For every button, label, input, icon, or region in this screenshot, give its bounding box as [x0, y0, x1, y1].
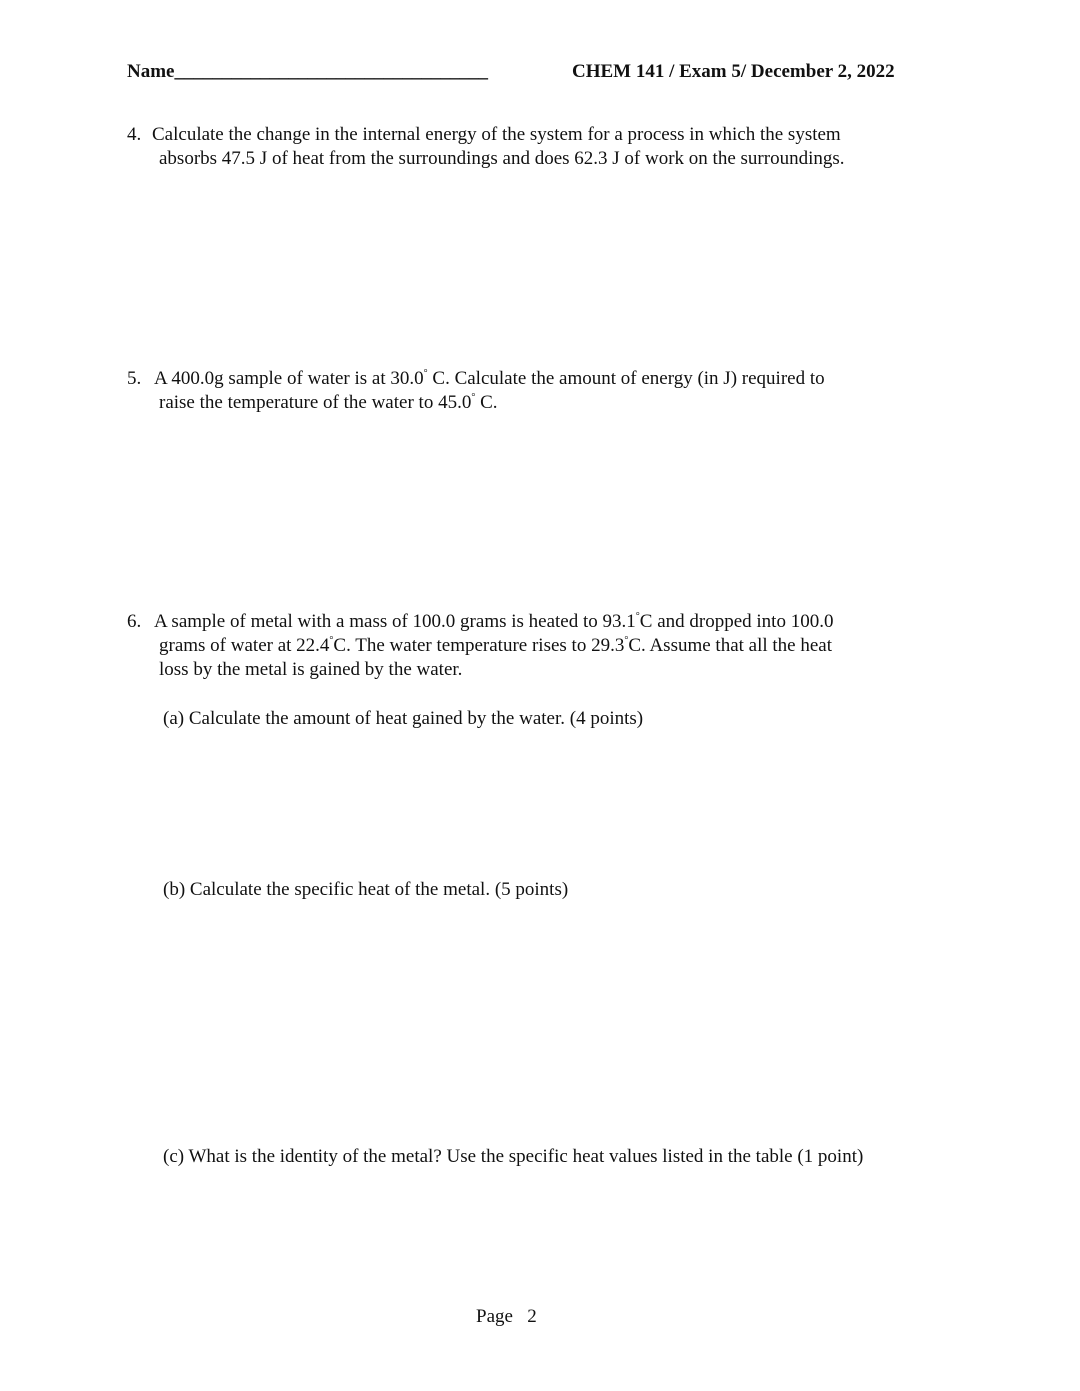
name-field — [127, 60, 488, 84]
name-label: Name — [127, 61, 175, 82]
page-footer — [476, 1305, 537, 1329]
question-4-number: 4. — [127, 124, 142, 145]
name-blank-line: _________________________________ — [174, 61, 488, 82]
question-6-part-c: (c) What is the identity of the metal? Use the specific heat values listed in the table (1 point) — [163, 1146, 864, 1167]
page-number: 2 — [527, 1306, 537, 1327]
question-6-number: 6. — [127, 611, 142, 632]
question-6-line-2: grams of water at 22.4°C. The water temperature rises to 29.3°C. Assume that all the heat — [159, 635, 833, 656]
question-4-line-1: Calculate the change in the internal energy of the system for a process in which the system — [152, 124, 841, 145]
degree-symbol: ° — [329, 635, 334, 646]
page-label: Page — [476, 1306, 513, 1327]
question-5-number: 5. — [127, 368, 142, 389]
degree-symbol: ° — [471, 392, 476, 403]
question-4-line-2: absorbs 47.5 J of heat from the surroundings and does 62.3 J of work on the surroundings. — [159, 148, 845, 169]
course-info: CHEM 141 / Exam 5/ December 2, 2022 — [572, 61, 895, 82]
degree-symbol: ° — [423, 368, 428, 379]
degree-symbol: ° — [624, 635, 629, 646]
question-6-part-b: (b) Calculate the specific heat of the metal. (5 points) — [163, 879, 569, 900]
question-6-part-a: (a) Calculate the amount of heat gained by the water. (4 points) — [163, 708, 644, 729]
question-6-line-3: loss by the metal is gained by the water. — [159, 659, 463, 680]
question-5-line-1: A 400.0g sample of water is at 30.0° C. Calculate the amount of energy (in J) required to — [154, 368, 825, 389]
question-5-line-2: raise the temperature of the water to 45.0° C. — [159, 392, 498, 413]
question-6-line-1: A sample of metal with a mass of 100.0 grams is heated to 93.1°C and dropped into 100.0 — [154, 611, 834, 632]
degree-symbol: ° — [635, 611, 640, 622]
